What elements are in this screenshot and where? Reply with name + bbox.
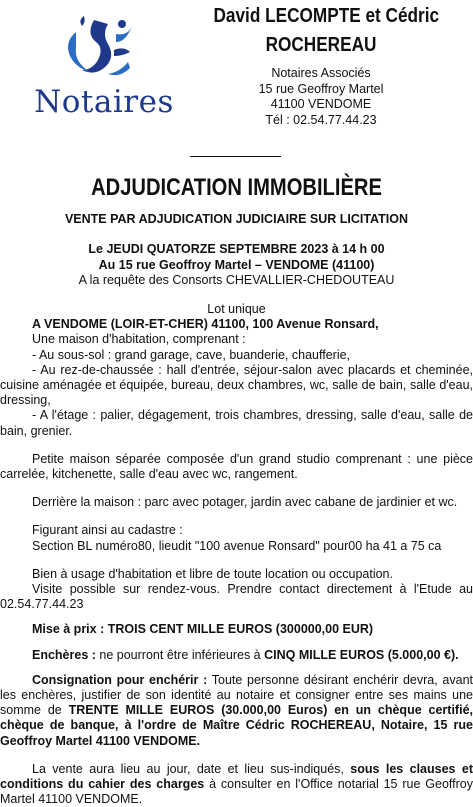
closing-paragraph xyxy=(0,762,473,807)
lot-behind: Derrière la maison : parc avec potager, jardin avec cabane de jardinier et wc. xyxy=(32,495,458,510)
sale-date: Le JEUDI QUATORZE SEPTEMBRE 2023 à 14 h 00 xyxy=(88,242,385,256)
lot-small-house: Petite maison séparée composée d'un grand studio comprenant : une pièce carrelée, kitchenette, salle d'eau avec wc, rangement. xyxy=(0,451,473,482)
deposit-label: Consignation pour enchérir : xyxy=(32,672,208,687)
sale-location: Au 15 rue Geoffroy Martel – VENDOME (41100) xyxy=(98,257,375,272)
lot-intro: Une maison d'habitation, comprenant : xyxy=(32,332,246,347)
notary-header xyxy=(196,2,446,128)
notaires-emblem-icon xyxy=(24,12,184,92)
sale-date-block xyxy=(0,242,473,289)
logo-wordmark: Notaires xyxy=(34,84,174,120)
notaires-logo xyxy=(24,12,184,130)
deposit-amount: TRENTE MILLE EUROS (30.000,00 Euros) en un chèque certifié, chèque de banque, à l'ordre de Maître Cédric ROCHEREAU, Notaire, 15 rue Geoffroy Martel 41100 VENDOME. xyxy=(0,703,473,748)
cadastre-ref: Section BL numéro80, lieudit "100 avenue Ronsard" pour00 ha 41 a 75 ca xyxy=(32,538,442,553)
deposit-paragraph xyxy=(0,673,473,749)
notary-names-line1: David LECOMPTE et Cédric xyxy=(213,5,440,27)
lot-location: A VENDOME (LOIR-ET-CHER) 41100, 100 Avenue Ronsard, xyxy=(32,317,379,332)
lot-first-floor: - A l'étage : palier, dégagement, trois chambres, dressing, salle d'eau, salle de bain, grenier. xyxy=(0,408,473,438)
bid-increment-text: ne pourront être inférieures à xyxy=(99,647,261,662)
starting-price-label: Mise à prix : xyxy=(32,622,105,637)
lot-label: Lot unique xyxy=(207,302,266,316)
notary-names-line2: ROCHEREAU xyxy=(265,34,377,56)
closing-bold: sous les clauses et conditions du cahier des charges xyxy=(0,761,473,792)
notary-city: 41100 VENDOME xyxy=(270,97,372,112)
bid-increment-value: CINQ MILLE EUROS (5.000,00 €). xyxy=(264,647,459,662)
lot-usage: Bien à usage d'habitation et libre de toute location ou occupation. xyxy=(32,566,393,581)
divider xyxy=(190,156,281,157)
starting-price-value: TROIS CENT MILLE EUROS (300000,00 EUR) xyxy=(107,622,374,637)
sale-requester: A la requête des Consorts CHEVALLIER-CHEDOUTEAU xyxy=(78,273,395,288)
lot-visit: Visite possible sur rendez-vous. Prendre contact directement à l'Etude au 02.54.77.44.23 xyxy=(0,582,473,612)
page-title: ADJUDICATION IMMOBILIÈRE xyxy=(91,174,382,201)
document-body xyxy=(0,302,473,807)
notary-phone: Tél : 02.54.77.44.23 xyxy=(265,112,377,127)
lot-basement: - Au sous-sol : grand garage, cave, buanderie, chaufferie, xyxy=(32,347,351,362)
bid-increment xyxy=(0,648,473,663)
deposit-text: Toute personne désirant enchérir devra, avant les enchères, justifier de son identité au notaire et consigner entre ses mains une somme de xyxy=(0,672,473,718)
starting-price xyxy=(0,622,473,637)
lot-ground-floor: - Au rez-de-chaussée : hall d'entrée, séjour-salon avec placards et cheminée, cuisine aménagée et équipée, bureau, deux chambres, wc, salle de bain, salle d'eau, dressing, xyxy=(0,362,473,408)
bid-increment-label: Enchères : xyxy=(32,647,96,662)
notary-role: Notaires Associés xyxy=(271,66,371,80)
notary-address: 15 rue Geoffroy Martel xyxy=(258,81,384,96)
cadastre-intro: Figurant ainsi au cadastre : xyxy=(32,523,183,538)
closing-text2: à consulter en l'Office notarial 15 rue Geoffroy Martel 41100 VENDOME. xyxy=(0,777,473,807)
closing-text1: La vente aura lieu au jour, date et lieu sus-indiqués, xyxy=(32,761,344,776)
page-subtitle: VENTE PAR ADJUDICATION JUDICIAIRE SUR LICITATION xyxy=(64,212,409,226)
